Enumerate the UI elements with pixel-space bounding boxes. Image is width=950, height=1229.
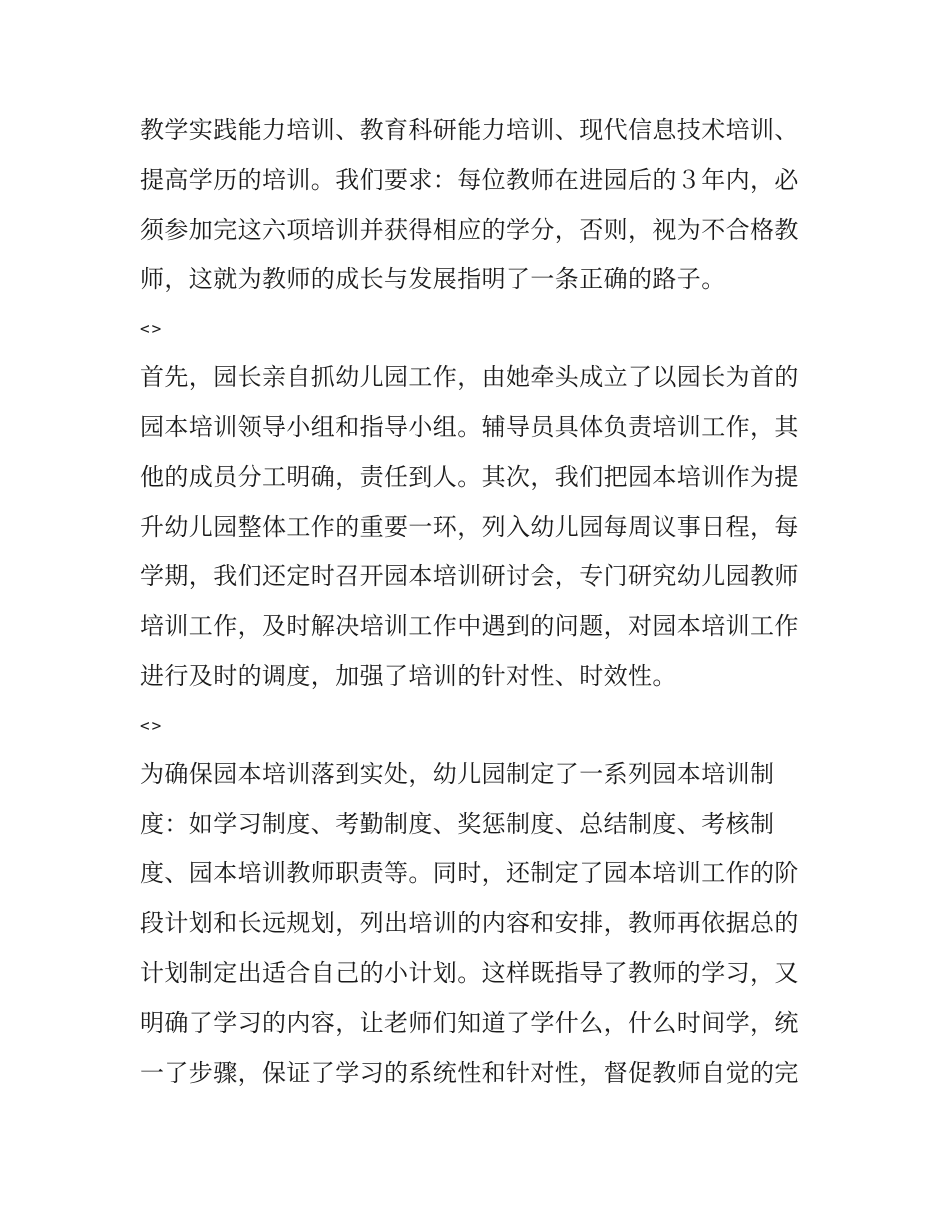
paragraph-line: 师，这就为教师的成长与发展指明了一条正确的路子。	[140, 265, 726, 294]
paragraph-line: 他的成员分工明确，责任到人。其次，我们把园本培训作为提	[140, 462, 799, 491]
paragraph-line: 学期，我们还定时召开园本培训研讨会，专门研究幼儿园教师	[140, 562, 799, 591]
paragraph-line: 首先，园长亲自抓幼儿园工作，由她牵头成立了以园长为首的	[140, 363, 799, 392]
paragraph-2	[140, 353, 820, 702]
paragraph-line: 培训工作，及时解决培训工作中遇到的问题，对园本培训工作	[140, 612, 799, 641]
paragraph-separator: <>	[140, 319, 164, 339]
paragraph-line: 提高学历的培训。我们要求：每位教师在进园后的３年内，必	[140, 165, 799, 194]
paragraph-line: 教学实践能力培训、教育科研能力培训、现代信息技术培训、	[140, 116, 799, 144]
paragraph-line: 度、园本培训教师职责等。同时，还制定了园本培训工作的阶	[140, 859, 799, 888]
paragraph-line: 明确了学习的内容，让老师们知道了学什么，什么时间学，统	[140, 1008, 799, 1037]
paragraph-line: 度：如学习制度、考勤制度、奖惩制度、总结制度、考核制	[140, 809, 775, 838]
paragraph-line: 须参加完这六项培训并获得相应的学分，否则，视为不合格教	[140, 215, 799, 244]
paragraph-line: 园本培训领导小组和指导小组。辅导员具体负责培训工作，其	[140, 412, 799, 441]
paragraph-line: 段计划和长远规划，列出培训的内容和安排，教师再依据总的	[140, 909, 799, 938]
paragraph-3	[140, 750, 820, 1099]
paragraph-1	[140, 106, 820, 305]
paragraph-separator: <>	[140, 715, 164, 735]
paragraph-line: 升幼儿园整体工作的重要一环，列入幼儿园每周议事日程，每	[140, 512, 799, 541]
paragraph-line: 为确保园本培训落到实处，幼儿园制定了一系列园本培训制	[140, 759, 775, 788]
paragraph-line: 一了步骤，保证了学习的系统性和针对性，督促教师自觉的完	[140, 1058, 799, 1087]
document-body	[140, 106, 820, 1098]
paragraph-line: 计划制定出适合自己的小计划。这样既指导了教师的学习，又	[140, 958, 799, 987]
paragraph-line: 进行及时的调度，加强了培训的针对性、时效性。	[140, 661, 677, 690]
